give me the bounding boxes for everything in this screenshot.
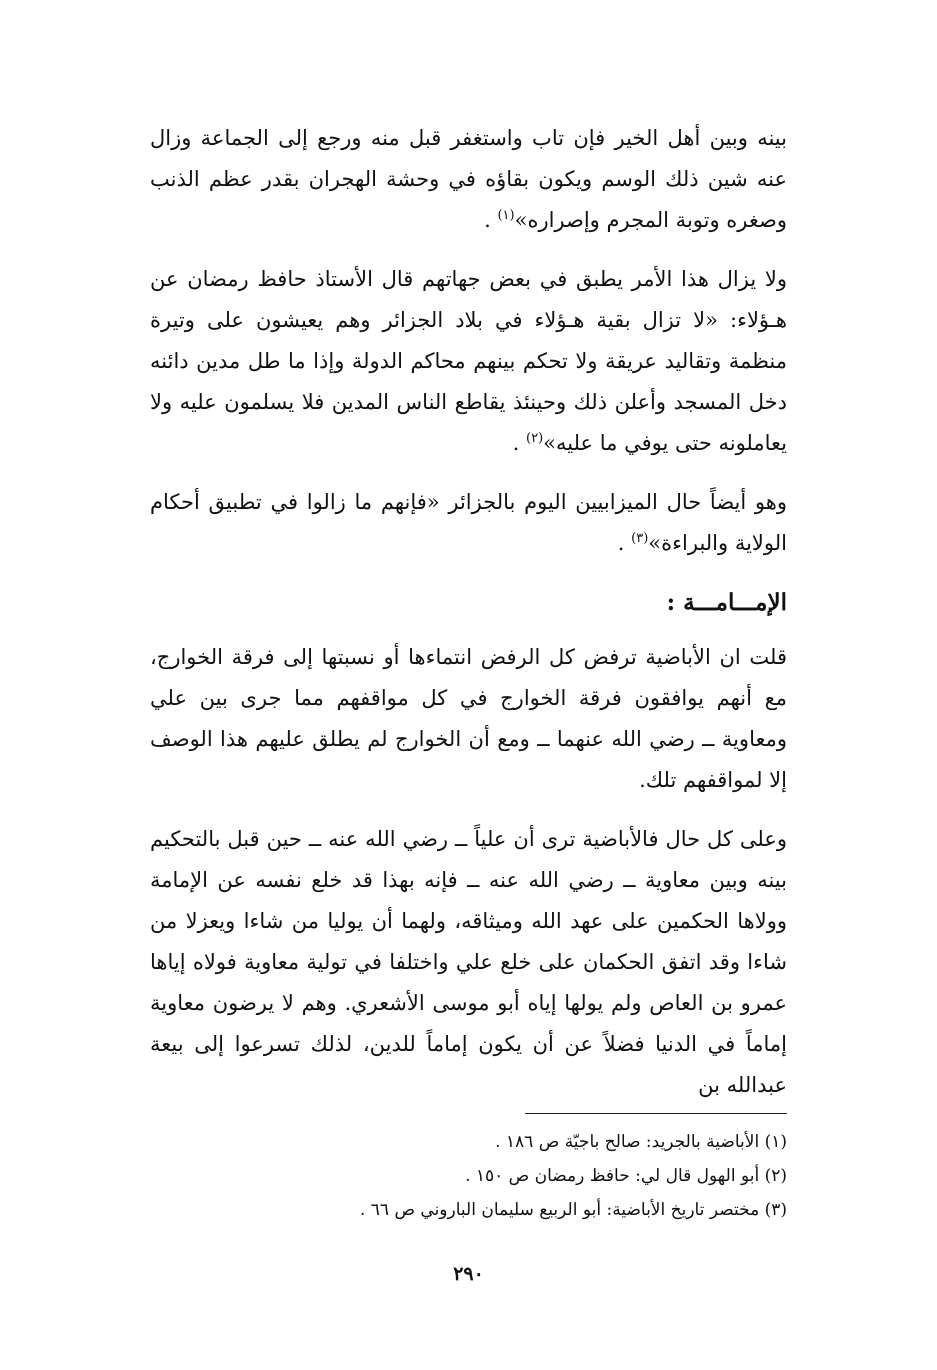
paragraph-end: . [512,431,526,455]
paragraph-1 [150,118,787,241]
paragraph-text: ولا يزال هذا الأمر يطبق في بعض جهاتهم قال الأستاذ حافظ رمضان عن هـؤلاء: «لا تزال بقية هـؤلاء في بلاد الجزائر وهم يعيشون على وتيرة منظمة وتقاليد عريقة ولا تحكم بينهم محاكم الدولة وإذا ما طل مدين دائنه دخل المسجد وأعلن ذلك وحينئذ يقاطع الناس المدين فلا يسلمون عليه ولا يعاملونه حتى يوفي ما عليه» [150,267,787,455]
paragraph-5 [150,819,787,1106]
paragraph-4 [150,637,787,801]
paragraph-end: . [617,531,632,555]
paragraph-text: وهو أيضاً حال الميزابيين اليوم بالجزائر «فإنهم ما زالوا في تطبيق أحكام الولاية والبراءة» [150,490,787,555]
footnote-marker-1: (١) [497,208,515,223]
section-heading: الإمـــامـــة : [666,589,787,616]
paragraph-end: . [484,208,498,232]
paragraph-text: وعلى كل حال فالأباضية ترى أن علياً ــ رضي الله عنه ــ حين قبل بالتحكيم بينه وبين معاوية ــ رضي الله عنه ــ فإنه بهذا قد خلع نفسه عن الإمامة وولاها الحكمين على عهد الله وميثاقه، ولهما أن يوليا من شاءا ويعزلا من شاءا وقد اتفق الحكمان على خلع علي واختلفا في تولية معاوية فولاه إياها عمرو بن العاص ولم يولها إياه أبو موسى الأشعري. وهم لا يرضون معاوية إماماً في الدنيا فضلاً عن أن يكون إماماً للدين، لذلك تسرعوا إلى بيعة عبدالله بن [150,827,787,1097]
footnote-marker-3: (٣) [631,531,649,546]
paragraph-2 [150,259,787,464]
footnote-1: (١) الأباضية بالجريد: صالح باجيّة ص ١٨٦ . [495,1132,787,1152]
footnote-3: (٣) مختصر تاريخ الأباضية: أبو الربيع سليمان الباروني ص ٦٦ . [359,1200,787,1220]
body-text [150,118,787,1124]
footnote-divider [525,1113,787,1114]
paragraph-3 [150,482,787,564]
footnote-2: (٢) أبو الهول قال لي: حافظ رمضان ص ١٥٠ . [465,1166,787,1186]
footnotes [150,1125,787,1227]
paragraph-text: قلت ان الأباضية ترفض كل الرفض انتماءها أو نسبتها إلى فرقة الخوارج، مع أنهم يوافقون فرقة الخوارج في كل مواقفهم مما جرى بين علي ومعاوية ــ رضي الله عنهما ــ ومع أن الخوارج لم يطلق عليهم هذا الوصف إلا لمواقفهم تلك. [150,645,787,792]
page-number: ٢٩٠ [453,1263,484,1285]
paragraph-text: بينه وبين أهل الخير فإن تاب واستغفر قبل منه ورجع إلى الجماعة وزال عنه شين ذلك الوسم ويكون بقاؤه في وحشة الهجران بقدر عظم الذنب وصغره وتوبة المجرم وإصراره» [150,126,787,232]
footnote-marker-2: (٢) [526,431,544,446]
